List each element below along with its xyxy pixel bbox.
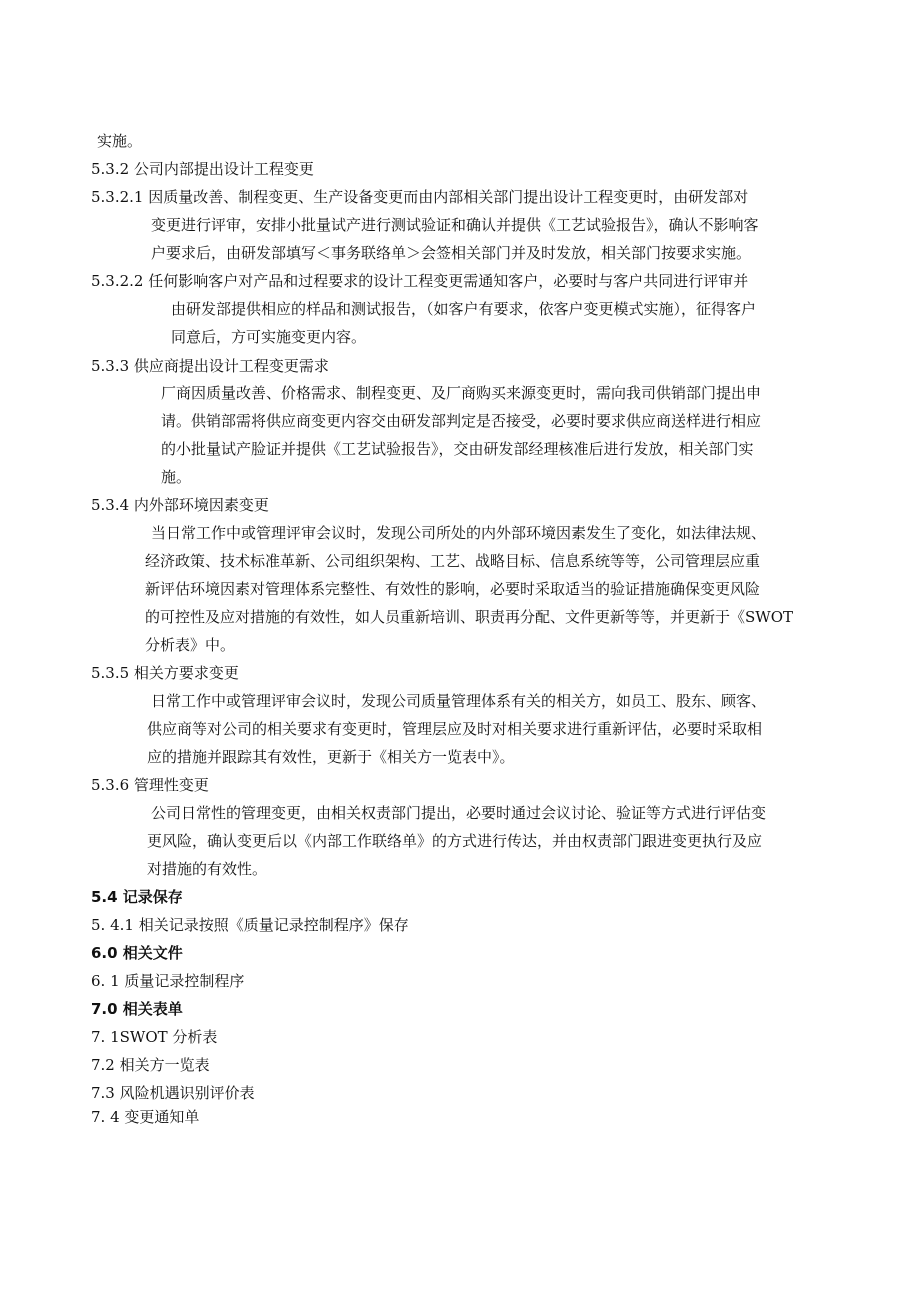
paragraph-line: 同意后，方可实施变更内容。 bbox=[171, 328, 367, 346]
paragraph-line: 当日常工作中或管理评审会议时，发现公司所处的内外部环境因素发生了变化，如法律法规、 bbox=[151, 524, 767, 542]
paragraph-line: 新评估环境因素对管理体系完整性、有效性的影响，必要时采取适当的验证措施确保变更风险 bbox=[145, 580, 761, 598]
paragraph-line: 户要求后，由研发部填写＜事务联络单＞会签相关部门并及时发放，相关部门按要求实施。 bbox=[151, 244, 752, 262]
paragraph-line: 请。供销部需将供应商变更内容交由研发部判定是否接受，必要时要求供应商送样进行相应 bbox=[161, 412, 762, 430]
section-heading-5-3-2: 5.3.2 公司内部提出设计工程变更 bbox=[91, 160, 314, 178]
paragraph-line: 的可控性及应对措施的有效性，如人员重新培训、职责再分配、文件更新等等，并更新于《SWOT bbox=[145, 608, 793, 626]
section-heading-6-0: 6.0 相关文件 bbox=[91, 944, 183, 962]
section-heading-5-4: 5.4 记录保存 bbox=[91, 888, 183, 906]
paragraph-line: 更风险，确认变更后以《内部工作联络单》的方式进行传达，并由权责部门跟进变更执行及应 bbox=[147, 832, 763, 850]
paragraph-line: 5.3.2.2 任何影响客户对产品和过程要求的设计工程变更需通知客户，必要时与客户共同进行评审并 bbox=[91, 272, 749, 290]
paragraph-line: 施。 bbox=[161, 468, 192, 486]
paragraph-line: 厂商因质量改善、价格需求、制程变更、及厂商购买来源变更时，需向我司供销部门提出申 bbox=[161, 384, 762, 402]
section-heading-5-3-3: 5.3.3 供应商提出设计工程变更需求 bbox=[91, 357, 329, 375]
paragraph-line: 日常工作中或管理评审会议时，发现公司质量管理体系有关的相关方，如员工、股东、顾客、 bbox=[151, 692, 767, 710]
paragraph-line: 应的措施并跟踪其有效性，更新于《相关方一览表中》。 bbox=[147, 748, 515, 766]
list-item: 7. 4 变更通知单 bbox=[91, 1108, 200, 1126]
paragraph-line: 变更进行评审，安排小批量试产进行测试验证和确认并提供《工艺试验报告》，确认不影响客 bbox=[151, 216, 759, 234]
list-item: 7. 1SWOT 分析表 bbox=[91, 1028, 218, 1046]
paragraph-line: 5.3.2.1 因质量改善、制程变更、生产设备变更而由内部相关部门提出设计工程变更时，由研发部对 bbox=[91, 188, 749, 206]
section-heading-5-3-4: 5.3.4 内外部环境因素变更 bbox=[91, 496, 269, 514]
list-item: 7.3 风险机遇识别评价表 bbox=[91, 1084, 255, 1102]
list-item: 6. 1 质量记录控制程序 bbox=[91, 972, 245, 990]
list-item: 5. 4.1 相关记录按照《质量记录控制程序》保存 bbox=[91, 916, 409, 934]
paragraph-line: 实施。 bbox=[97, 132, 143, 150]
list-item: 7.2 相关方一览表 bbox=[91, 1056, 210, 1074]
section-heading-5-3-6: 5.3.6 管理性变更 bbox=[91, 776, 209, 794]
section-heading-5-3-5: 5.3.5 相关方要求变更 bbox=[91, 664, 239, 682]
paragraph-line: 的小批量试产脸证并提供《工艺试验报告》，交由研发部经理核准后进行发放，相关部门实 bbox=[161, 440, 754, 458]
paragraph-line: 由研发部提供相应的样品和测试报告，（如客户有要求，依客户变更模式实施），征得客户 bbox=[171, 300, 757, 318]
section-heading-7-0: 7.0 相关表单 bbox=[91, 1000, 183, 1018]
paragraph-line: 对措施的有效性。 bbox=[147, 860, 268, 878]
paragraph-line: 公司日常性的管理变更，由相关权责部门提出，必要时通过会议讨论、验证等方式进行评估变 bbox=[151, 804, 767, 822]
paragraph-line: 供应商等对公司的相关要求有变更时，管理层应及时对相关要求进行重新评估，必要时采取相 bbox=[147, 720, 763, 738]
paragraph-line: 经济政策、技术标准革新、公司组织架构、工艺、战略目标、信息系统等等，公司管理层应重 bbox=[145, 552, 761, 570]
paragraph-line: 分析表》中。 bbox=[145, 636, 236, 654]
